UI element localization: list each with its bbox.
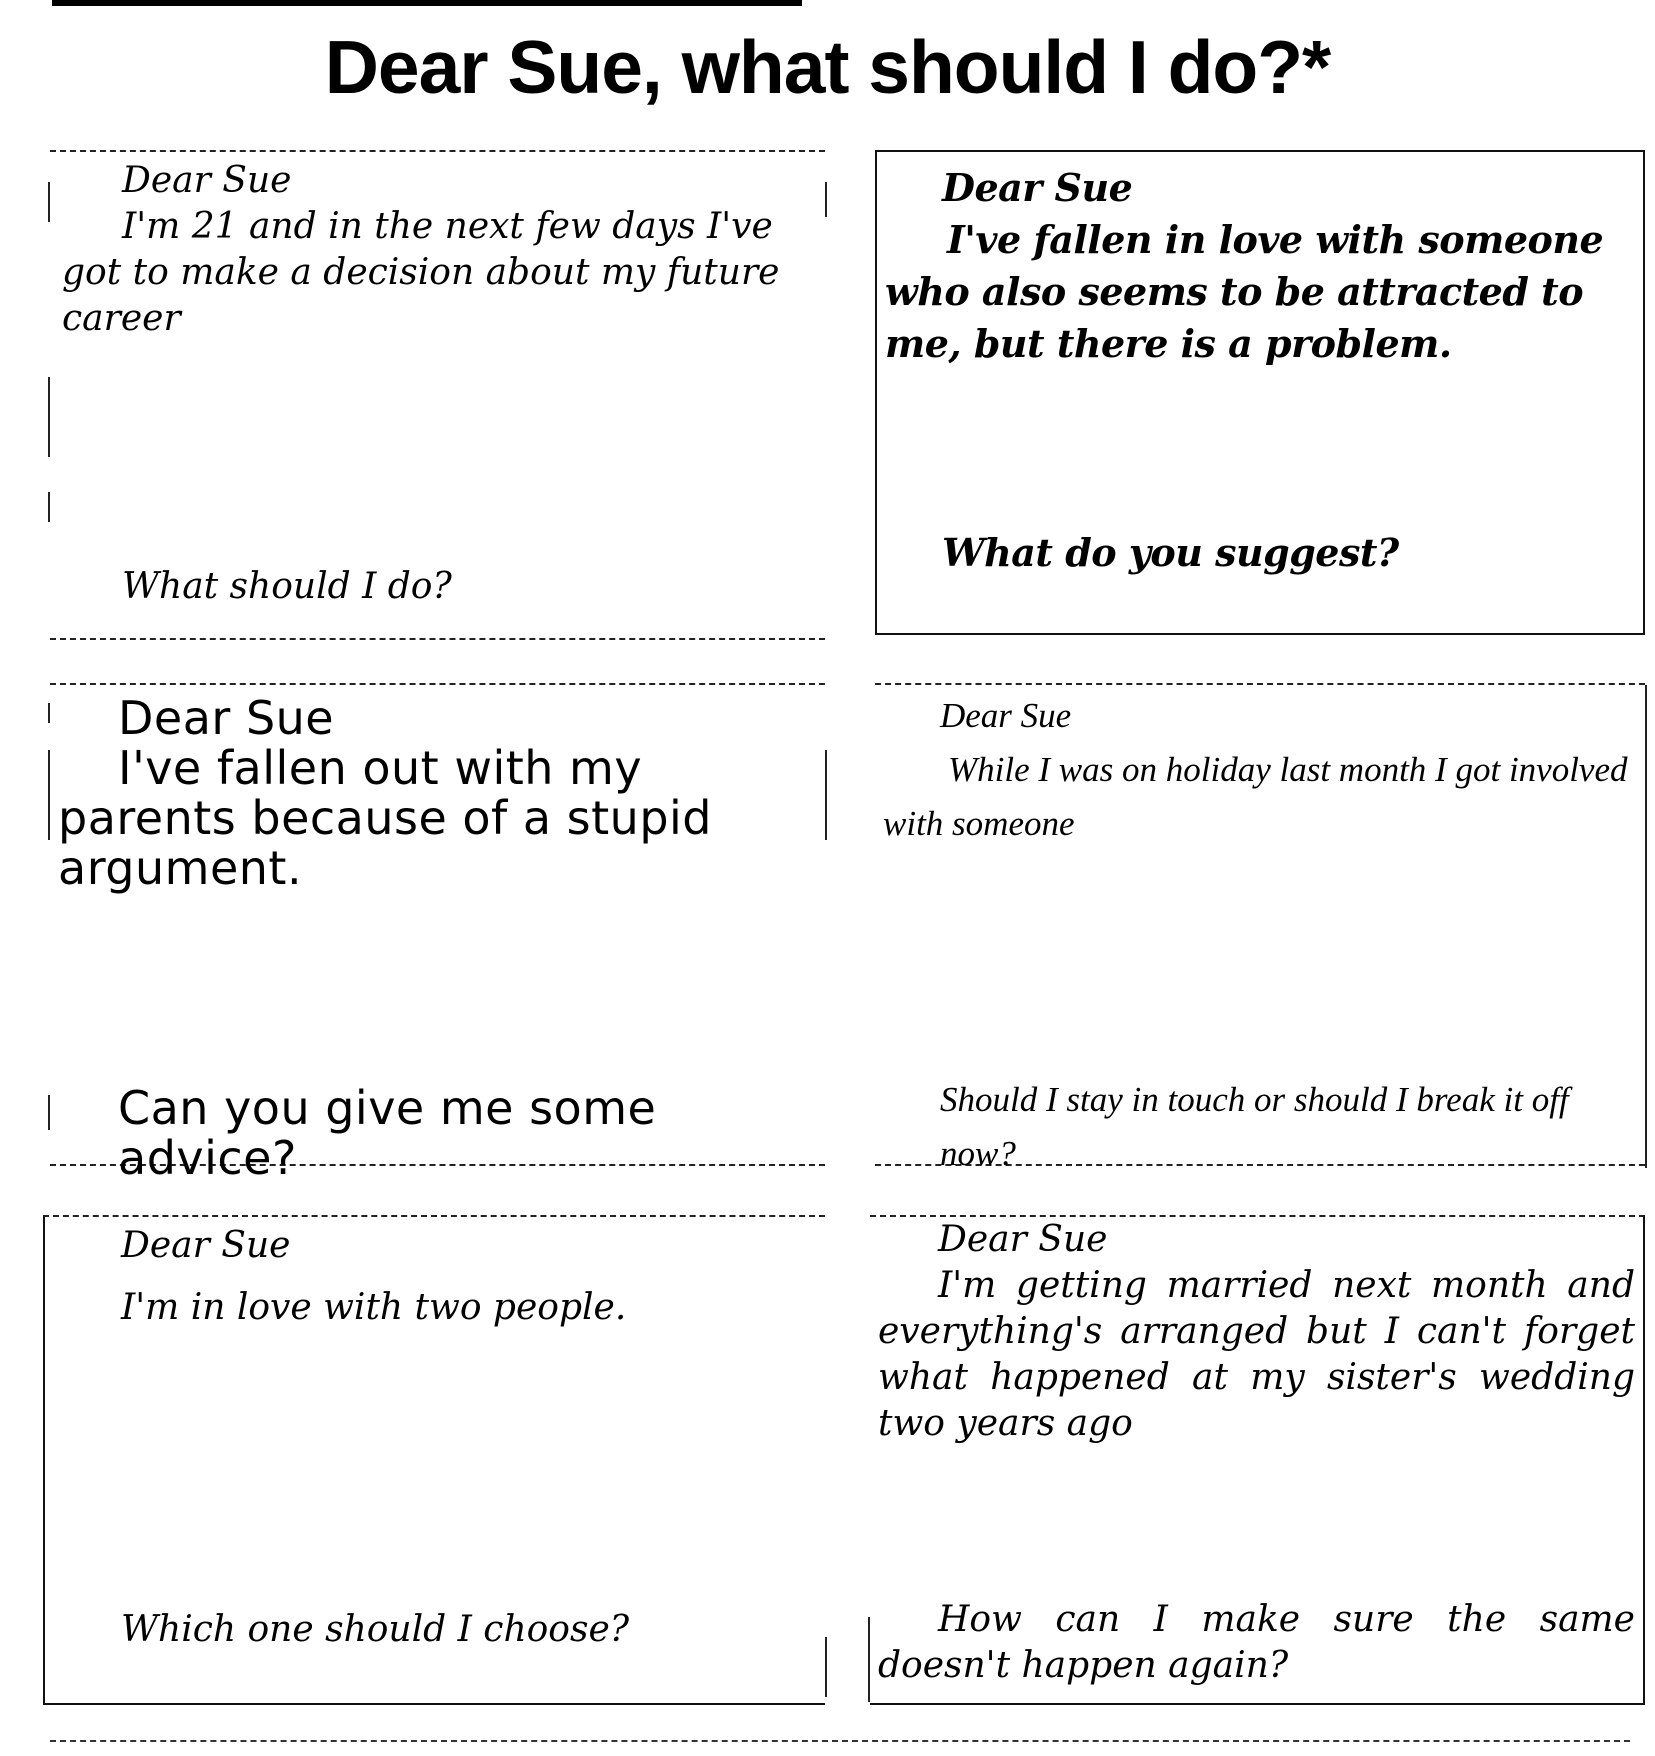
letter-body: I've fallen in love with someone who also seems to be attracted to me, but there is a problem. xyxy=(885,217,1604,366)
letter-body: I'm getting married next month and everything's arranged but I can't forget what happened at my sister's wedding two years ago xyxy=(878,1265,1635,1444)
bottom-rule xyxy=(50,1740,1630,1742)
letter-greeting: Dear Sue xyxy=(940,696,1072,735)
card-edge xyxy=(48,377,50,457)
letter-closing: Which one should I choose? xyxy=(121,1609,630,1650)
letter-body: I'm in love with two people. xyxy=(121,1287,627,1328)
card-edge xyxy=(868,1617,870,1702)
letter-closing: What should I do? xyxy=(122,566,452,607)
letter-card-wedding xyxy=(870,1215,1645,1705)
letter-closing: Should I stay in touch or should I break it off now? xyxy=(940,1080,1569,1173)
card-edge xyxy=(48,1095,50,1130)
letter-greeting: Dear Sue xyxy=(122,160,292,201)
letter-body: While I was on holiday last month I got involved with someone xyxy=(883,750,1628,843)
letter-card-career xyxy=(50,150,825,640)
letter-body: I've fallen out with my parents because of a stupid argument. xyxy=(58,741,712,895)
letter-card-attraction xyxy=(875,150,1645,635)
letter-body: I'm 21 and in the next few days I've got to make a decision about my future career xyxy=(62,206,780,339)
letter-greeting: Dear Sue xyxy=(942,165,1133,210)
letter-greeting: Dear Sue xyxy=(118,691,335,745)
page-title: Dear Sue, what should I do?* xyxy=(324,25,1331,109)
letter-closing: What do you suggest? xyxy=(942,530,1399,575)
letter-card-parents xyxy=(50,683,825,1185)
letter-greeting: Dear Sue xyxy=(938,1219,1108,1260)
card-edge xyxy=(48,703,50,723)
card-edge xyxy=(825,182,827,217)
top-rule xyxy=(52,0,802,6)
letter-closing: How can I make sure the same doesn't happen again? xyxy=(878,1599,1635,1686)
card-edge xyxy=(48,492,50,522)
card-edge xyxy=(48,750,50,840)
card-edge xyxy=(48,182,50,222)
letter-closing: Can you give me some advice? xyxy=(118,1081,657,1185)
letter-greeting: Dear Sue xyxy=(121,1225,291,1266)
card-edge xyxy=(825,1637,827,1697)
card-edge xyxy=(825,750,827,840)
letter-card-two-people xyxy=(43,1215,825,1705)
card-edge xyxy=(1645,685,1647,1168)
letter-card-holiday xyxy=(875,683,1645,1173)
